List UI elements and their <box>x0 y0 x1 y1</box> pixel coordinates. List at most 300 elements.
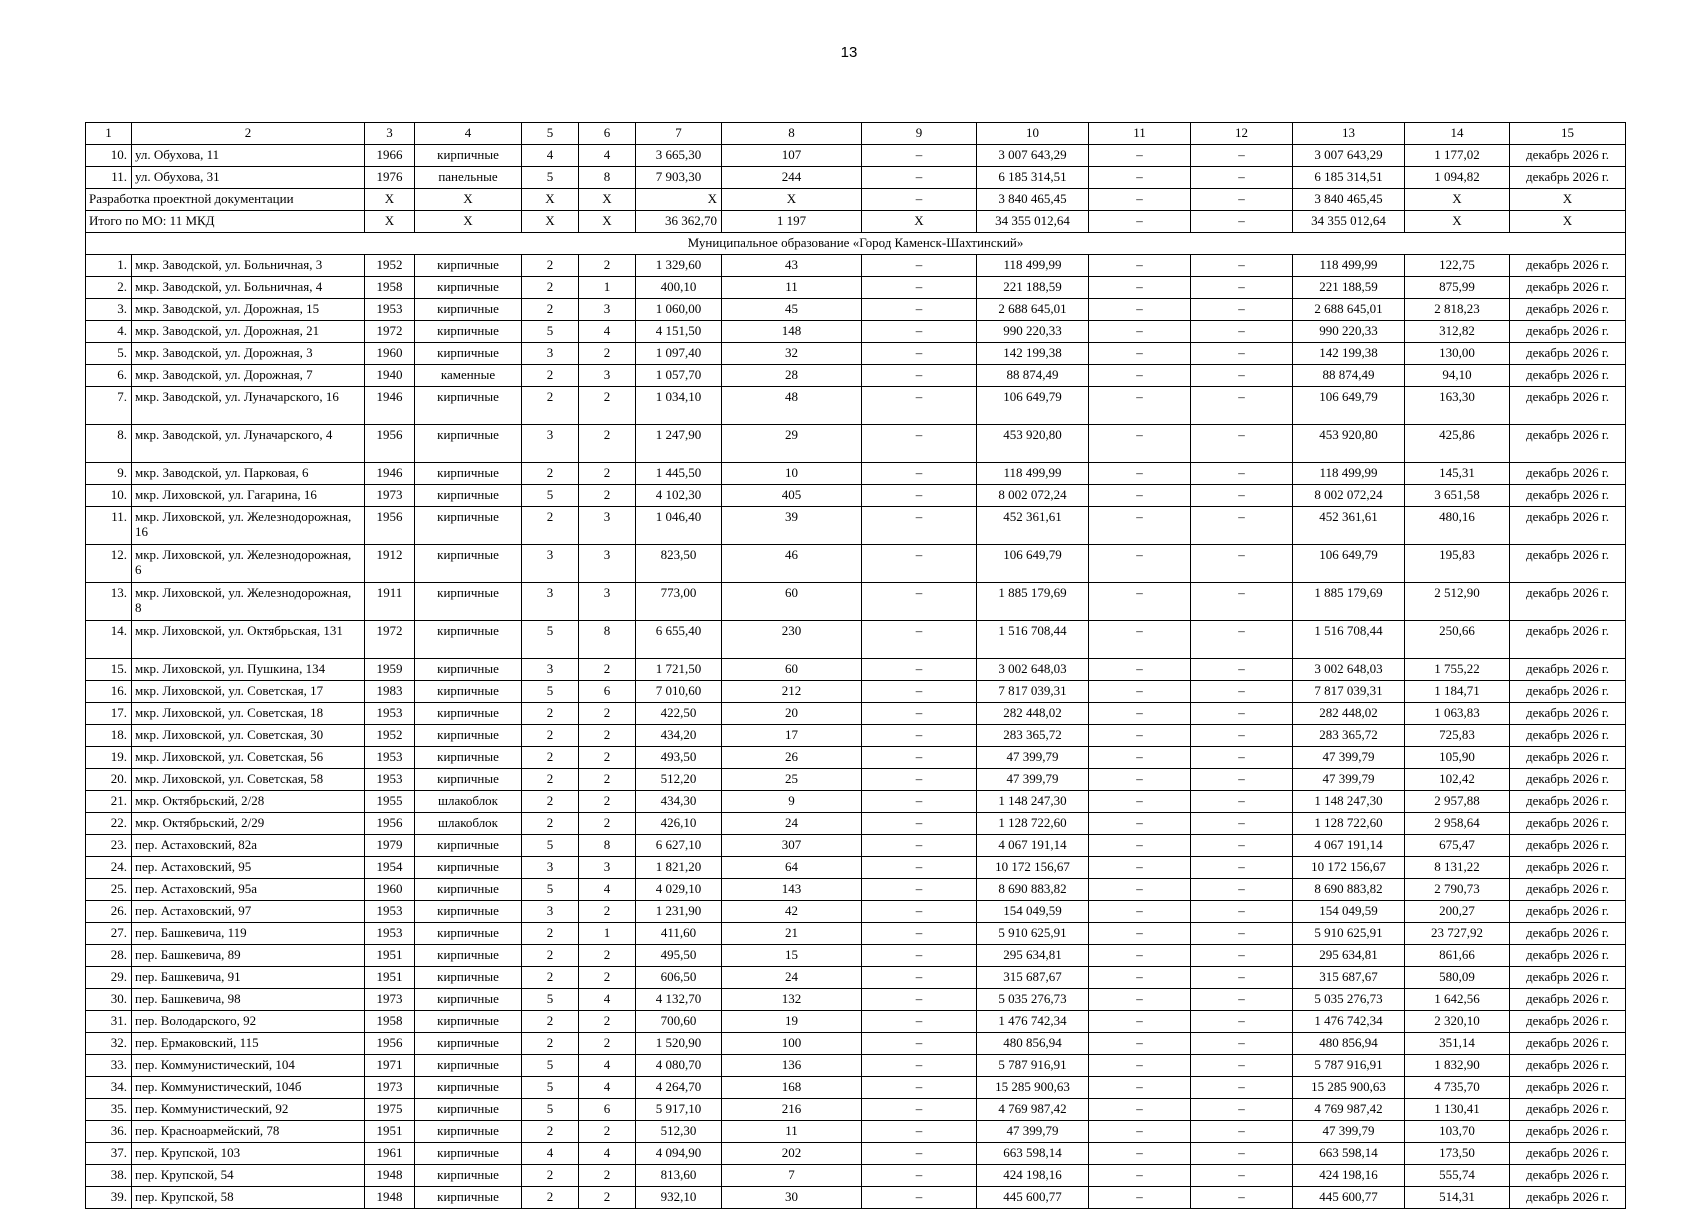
table-cell: кирпичные <box>415 659 522 681</box>
table-cell: кирпичные <box>415 769 522 791</box>
table-cell: декабрь 2026 г. <box>1510 945 1626 967</box>
address-cell: пер. Крупской, 54 <box>132 1165 365 1187</box>
table-cell: – <box>1191 681 1293 703</box>
table-cell: кирпичные <box>415 299 522 321</box>
table-cell: – <box>862 621 977 659</box>
table-cell: – <box>1089 211 1191 233</box>
table-cell: кирпичные <box>415 1143 522 1165</box>
table-cell: 495,50 <box>636 945 722 967</box>
table-cell: 154 049,59 <box>977 901 1089 923</box>
table-cell: 1952 <box>365 255 415 277</box>
table-cell: 2 818,23 <box>1405 299 1510 321</box>
column-number-cell: 5 <box>522 123 579 145</box>
table-cell: кирпичные <box>415 621 522 659</box>
table-cell: кирпичные <box>415 835 522 857</box>
table-cell: кирпичные <box>415 255 522 277</box>
row-number: 4. <box>86 321 132 343</box>
table-cell: 2 <box>522 703 579 725</box>
table-cell: – <box>1089 1165 1191 1187</box>
table-cell: 1960 <box>365 343 415 365</box>
table-cell: 5 <box>522 321 579 343</box>
table-cell: – <box>862 725 977 747</box>
address-cell: пер. Астаховский, 97 <box>132 901 365 923</box>
table-cell: 3 <box>579 857 636 879</box>
table-cell: 47 399,79 <box>977 1121 1089 1143</box>
table-cell: 1953 <box>365 901 415 923</box>
table-cell: – <box>1089 321 1191 343</box>
table-cell: 45 <box>722 299 862 321</box>
table-cell: – <box>1191 857 1293 879</box>
table-cell: 2 <box>522 299 579 321</box>
table-cell: 1 <box>579 277 636 299</box>
table-cell: – <box>862 167 977 189</box>
address-cell: пер. Башкевича, 119 <box>132 923 365 945</box>
table-cell: 663 598,14 <box>977 1143 1089 1165</box>
table-cell: декабрь 2026 г. <box>1510 277 1626 299</box>
column-number-cell: 14 <box>1405 123 1510 145</box>
table-cell: 2 <box>579 463 636 485</box>
table-cell: 34 355 012,64 <box>977 211 1089 233</box>
table-cell: кирпичные <box>415 277 522 299</box>
table-cell: каменные <box>415 365 522 387</box>
table-cell: 990 220,33 <box>977 321 1089 343</box>
table-cell: 2 <box>522 813 579 835</box>
table-cell: – <box>1089 659 1191 681</box>
row-number: 33. <box>86 1055 132 1077</box>
table-cell: декабрь 2026 г. <box>1510 791 1626 813</box>
row-number: 36. <box>86 1121 132 1143</box>
row-number: 9. <box>86 463 132 485</box>
table-cell: 1946 <box>365 463 415 485</box>
address-cell: мкр. Лиховской, ул. Советская, 30 <box>132 725 365 747</box>
table-cell: 3 007 643,29 <box>1293 145 1405 167</box>
row-number: 27. <box>86 923 132 945</box>
table-cell: 2 <box>522 945 579 967</box>
table-cell: – <box>862 681 977 703</box>
table-cell: – <box>862 989 977 1011</box>
table-cell: 312,82 <box>1405 321 1510 343</box>
table-cell: 106 649,79 <box>977 545 1089 583</box>
table-cell: 1 063,83 <box>1405 703 1510 725</box>
row-number: 35. <box>86 1099 132 1121</box>
table-cell: 2 <box>522 255 579 277</box>
table-row <box>86 145 1626 167</box>
table-cell: – <box>862 703 977 725</box>
page-number: 13 <box>840 44 858 61</box>
table-cell: – <box>1191 463 1293 485</box>
table-cell: 173,50 <box>1405 1143 1510 1165</box>
table-cell: – <box>1089 945 1191 967</box>
table-cell: 1975 <box>365 1099 415 1121</box>
table-cell: – <box>1089 507 1191 545</box>
address-cell: мкр. Лиховской, ул. Пушкина, 134 <box>132 659 365 681</box>
table-cell: 480 856,94 <box>977 1033 1089 1055</box>
table-cell: 2 <box>579 659 636 681</box>
table-cell: декабрь 2026 г. <box>1510 725 1626 747</box>
table-cell: – <box>1191 167 1293 189</box>
table-cell: – <box>862 387 977 425</box>
table-cell: – <box>1191 1055 1293 1077</box>
table-cell: – <box>862 365 977 387</box>
table-cell: – <box>1191 769 1293 791</box>
table-cell: 1956 <box>365 507 415 545</box>
table-cell: 250,66 <box>1405 621 1510 659</box>
table-cell: декабрь 2026 г. <box>1510 879 1626 901</box>
table-cell: 8 002 072,24 <box>977 485 1089 507</box>
table-cell: 60 <box>722 583 862 621</box>
table-cell: 6 185 314,51 <box>1293 167 1405 189</box>
table-cell: X <box>522 189 579 211</box>
row-number: 16. <box>86 681 132 703</box>
table-cell: – <box>862 343 977 365</box>
table-cell: – <box>862 1165 977 1187</box>
table-cell: 555,74 <box>1405 1165 1510 1187</box>
table-cell: X <box>579 211 636 233</box>
address-cell: ул. Обухова, 11 <box>132 145 365 167</box>
table-cell: – <box>1089 1033 1191 1055</box>
table-cell: – <box>862 507 977 545</box>
table-cell: 307 <box>722 835 862 857</box>
table-cell: 143 <box>722 879 862 901</box>
table-cell: кирпичные <box>415 857 522 879</box>
table-cell: – <box>1191 387 1293 425</box>
table-cell: декабрь 2026 г. <box>1510 703 1626 725</box>
table-cell: 1951 <box>365 945 415 967</box>
address-cell: пер. Коммунистический, 92 <box>132 1099 365 1121</box>
table-cell: – <box>862 463 977 485</box>
table-cell: 2 <box>579 387 636 425</box>
table-cell: 1953 <box>365 769 415 791</box>
table-cell: – <box>1089 485 1191 507</box>
table-cell: X <box>522 211 579 233</box>
table-cell: 1955 <box>365 791 415 813</box>
table-cell: кирпичные <box>415 387 522 425</box>
table-cell: декабрь 2026 г. <box>1510 681 1626 703</box>
table-cell: 8 002 072,24 <box>1293 485 1405 507</box>
table-cell: 4 <box>579 145 636 167</box>
table-cell: 1 832,90 <box>1405 1055 1510 1077</box>
table-cell: – <box>862 1033 977 1055</box>
table-row <box>86 255 1626 277</box>
table-cell: – <box>1089 387 1191 425</box>
table-cell: 24 <box>722 813 862 835</box>
table-row <box>86 1143 1626 1165</box>
table-cell: – <box>1191 1165 1293 1187</box>
table-row <box>86 1099 1626 1121</box>
table-cell: 3 <box>522 583 579 621</box>
table-cell: 4 132,70 <box>636 989 722 1011</box>
table-cell: 3 <box>579 545 636 583</box>
table-cell: 6 627,10 <box>636 835 722 857</box>
table-cell: 47 399,79 <box>977 769 1089 791</box>
column-number-cell: 3 <box>365 123 415 145</box>
table-cell: 1 516 708,44 <box>977 621 1089 659</box>
table-cell: 25 <box>722 769 862 791</box>
table-cell: 1 247,90 <box>636 425 722 463</box>
table-cell: 145,31 <box>1405 463 1510 485</box>
table-cell: 47 399,79 <box>1293 769 1405 791</box>
table-cell: 8 690 883,82 <box>977 879 1089 901</box>
table-cell: 5 <box>522 835 579 857</box>
table-cell: 4 <box>579 879 636 901</box>
table-cell: кирпичные <box>415 1099 522 1121</box>
table-cell: X <box>415 189 522 211</box>
table-cell: 36 362,70 <box>636 211 722 233</box>
table-cell: 1979 <box>365 835 415 857</box>
table-cell: – <box>862 425 977 463</box>
table-row <box>86 621 1626 659</box>
address-cell: пер. Володарского, 92 <box>132 1011 365 1033</box>
table-row <box>86 857 1626 879</box>
table-cell: декабрь 2026 г. <box>1510 989 1626 1011</box>
table-cell: – <box>862 923 977 945</box>
table-cell: 130,00 <box>1405 343 1510 365</box>
table-cell: 8 690 883,82 <box>1293 879 1405 901</box>
table-row <box>86 321 1626 343</box>
table-row <box>86 901 1626 923</box>
table-cell: 4 <box>579 321 636 343</box>
table-cell: X <box>1405 189 1510 211</box>
table-cell: – <box>1191 299 1293 321</box>
table-cell: 453 920,80 <box>977 425 1089 463</box>
table-cell: – <box>1089 365 1191 387</box>
table-row <box>86 299 1626 321</box>
table-cell: 295 634,81 <box>1293 945 1405 967</box>
table-cell: – <box>1089 879 1191 901</box>
table-row <box>86 1055 1626 1077</box>
design-docs-row <box>86 189 1626 211</box>
table-cell: 42 <box>722 901 862 923</box>
table-cell: – <box>1191 1187 1293 1209</box>
housing-repair-table <box>85 122 1626 1209</box>
table-cell: кирпичные <box>415 507 522 545</box>
table-cell: 17 <box>722 725 862 747</box>
table-cell: 122,75 <box>1405 255 1510 277</box>
table-cell: – <box>862 299 977 321</box>
table-row <box>86 1077 1626 1099</box>
table-cell: декабрь 2026 г. <box>1510 1055 1626 1077</box>
table-cell: декабрь 2026 г. <box>1510 145 1626 167</box>
table-cell: – <box>1191 583 1293 621</box>
table-cell: – <box>1191 791 1293 813</box>
table-cell: 26 <box>722 747 862 769</box>
table-cell: кирпичные <box>415 583 522 621</box>
table-cell: 405 <box>722 485 862 507</box>
table-row <box>86 879 1626 901</box>
table-cell: 4 769 987,42 <box>977 1099 1089 1121</box>
table-cell: – <box>1089 835 1191 857</box>
row-number: 30. <box>86 989 132 1011</box>
table-cell: декабрь 2026 г. <box>1510 387 1626 425</box>
table-cell: – <box>862 945 977 967</box>
table-cell: 2 <box>579 703 636 725</box>
row-number: 24. <box>86 857 132 879</box>
table-cell: 1953 <box>365 747 415 769</box>
table-cell: 4 <box>579 1143 636 1165</box>
table-cell: 773,00 <box>636 583 722 621</box>
table-cell: 315 687,67 <box>1293 967 1405 989</box>
table-cell: 861,66 <box>1405 945 1510 967</box>
row-number: 11. <box>86 167 132 189</box>
table-cell: 3 007 643,29 <box>977 145 1089 167</box>
table-cell: 2 <box>522 923 579 945</box>
column-number-cell: 8 <box>722 123 862 145</box>
table-cell: – <box>1191 189 1293 211</box>
table-cell: шлакоблок <box>415 791 522 813</box>
table-cell: декабрь 2026 г. <box>1510 1165 1626 1187</box>
table-cell: 1 516 708,44 <box>1293 621 1405 659</box>
table-cell: 2 <box>579 1187 636 1209</box>
table-cell: декабрь 2026 г. <box>1510 1077 1626 1099</box>
row-number: 19. <box>86 747 132 769</box>
address-cell: мкр. Заводской, ул. Луначарского, 16 <box>132 387 365 425</box>
table-cell: – <box>1089 1055 1191 1077</box>
table-cell: декабрь 2026 г. <box>1510 545 1626 583</box>
table-cell: кирпичные <box>415 1121 522 1143</box>
table-cell: декабрь 2026 г. <box>1510 621 1626 659</box>
row-number: 10. <box>86 485 132 507</box>
table-cell: 2 <box>522 387 579 425</box>
table-cell: 452 361,61 <box>977 507 1089 545</box>
table-cell: 3 <box>579 507 636 545</box>
address-cell: мкр. Лиховской, ул. Железнодорожная, 16 <box>132 507 365 545</box>
table-cell: X <box>365 189 415 211</box>
table-cell: 3 <box>522 659 579 681</box>
row-number: 29. <box>86 967 132 989</box>
table-cell: 88 874,49 <box>977 365 1089 387</box>
table-cell: 2 <box>522 365 579 387</box>
table-cell: 29 <box>722 425 862 463</box>
table-cell: 1 476 742,34 <box>1293 1011 1405 1033</box>
table-cell: 1948 <box>365 1187 415 1209</box>
table-cell: 5 <box>522 1055 579 1077</box>
table-cell: 148 <box>722 321 862 343</box>
table-cell: – <box>1191 277 1293 299</box>
table-row <box>86 425 1626 463</box>
table-cell: – <box>1089 901 1191 923</box>
table-row <box>86 1121 1626 1143</box>
table-cell: кирпичные <box>415 879 522 901</box>
table-cell: декабрь 2026 г. <box>1510 463 1626 485</box>
table-cell: 168 <box>722 1077 862 1099</box>
table-cell: 1958 <box>365 1011 415 1033</box>
address-cell: мкр. Лиховской, ул. Советская, 17 <box>132 681 365 703</box>
table-cell: – <box>862 1055 977 1077</box>
table-cell: декабрь 2026 г. <box>1510 299 1626 321</box>
table-cell: 493,50 <box>636 747 722 769</box>
table-cell: 28 <box>722 365 862 387</box>
row-number: 10. <box>86 145 132 167</box>
row-number: 18. <box>86 725 132 747</box>
table-cell: 1 097,40 <box>636 343 722 365</box>
table-cell: 1953 <box>365 703 415 725</box>
table-row <box>86 989 1626 1011</box>
table-cell: 1 885 179,69 <box>977 583 1089 621</box>
table-cell: 2 <box>579 1011 636 1033</box>
table-cell: – <box>1191 255 1293 277</box>
table-cell: 351,14 <box>1405 1033 1510 1055</box>
table-cell: 118 499,99 <box>1293 463 1405 485</box>
table-row <box>86 967 1626 989</box>
row-number: 2. <box>86 277 132 299</box>
table-cell: 580,09 <box>1405 967 1510 989</box>
row-number: 6. <box>86 365 132 387</box>
table-cell: кирпичные <box>415 485 522 507</box>
table-cell: 9 <box>722 791 862 813</box>
table-cell: 10 172 156,67 <box>1293 857 1405 879</box>
table-cell: – <box>1089 725 1191 747</box>
row-number: 11. <box>86 507 132 545</box>
table-row <box>86 545 1626 583</box>
row-number: 26. <box>86 901 132 923</box>
table-cell: 2 <box>579 343 636 365</box>
table-cell: 2 <box>579 769 636 791</box>
table-cell: 1976 <box>365 167 415 189</box>
address-cell: мкр. Лиховской, ул. Октябрьская, 131 <box>132 621 365 659</box>
table-cell: 5 910 625,91 <box>1293 923 1405 945</box>
table-cell: 221 188,59 <box>1293 277 1405 299</box>
table-cell: – <box>862 189 977 211</box>
table-cell: – <box>1191 145 1293 167</box>
table-cell: 1 <box>579 923 636 945</box>
table-cell: – <box>1089 703 1191 725</box>
table-cell: декабрь 2026 г. <box>1510 659 1626 681</box>
table-cell: 4 151,50 <box>636 321 722 343</box>
table-cell: 6 185 314,51 <box>977 167 1089 189</box>
table-cell: 2 <box>579 747 636 769</box>
table-cell: 480 856,94 <box>1293 1033 1405 1055</box>
address-cell: мкр. Заводской, ул. Дорожная, 3 <box>132 343 365 365</box>
table-row <box>86 945 1626 967</box>
table-cell: 7 <box>722 1165 862 1187</box>
column-number-cell: 12 <box>1191 123 1293 145</box>
table-cell: 3 665,30 <box>636 145 722 167</box>
table-cell: 102,42 <box>1405 769 1510 791</box>
table-cell: 282 448,02 <box>977 703 1089 725</box>
address-cell: мкр. Заводской, ул. Больничная, 3 <box>132 255 365 277</box>
table-row <box>86 923 1626 945</box>
table-cell: 2 <box>522 747 579 769</box>
table-cell: 64 <box>722 857 862 879</box>
table-row <box>86 791 1626 813</box>
table-cell: 4 769 987,42 <box>1293 1099 1405 1121</box>
table-cell: 282 448,02 <box>1293 703 1405 725</box>
column-number-cell: 6 <box>579 123 636 145</box>
table-cell: 932,10 <box>636 1187 722 1209</box>
table-cell: 2 958,64 <box>1405 813 1510 835</box>
table-cell: 6 <box>579 681 636 703</box>
table-body <box>86 123 1626 1209</box>
table-cell: – <box>862 1077 977 1099</box>
table-cell: 5 <box>522 681 579 703</box>
table-cell: 445 600,77 <box>977 1187 1089 1209</box>
row-number: 37. <box>86 1143 132 1165</box>
table-cell: 480,16 <box>1405 507 1510 545</box>
table-cell: декабрь 2026 г. <box>1510 857 1626 879</box>
table-cell: 1960 <box>365 879 415 901</box>
table-cell: 3 <box>522 343 579 365</box>
table-cell: 142 199,38 <box>977 343 1089 365</box>
table-cell: 1 197 <box>722 211 862 233</box>
row-number: 12. <box>86 545 132 583</box>
address-cell: пер. Астаховский, 95 <box>132 857 365 879</box>
table-cell: декабрь 2026 г. <box>1510 507 1626 545</box>
table-cell: – <box>862 545 977 583</box>
table-cell: 7 817 039,31 <box>977 681 1089 703</box>
table-cell: 1 148 247,30 <box>1293 791 1405 813</box>
table-cell: кирпичные <box>415 681 522 703</box>
table-cell: – <box>1089 967 1191 989</box>
